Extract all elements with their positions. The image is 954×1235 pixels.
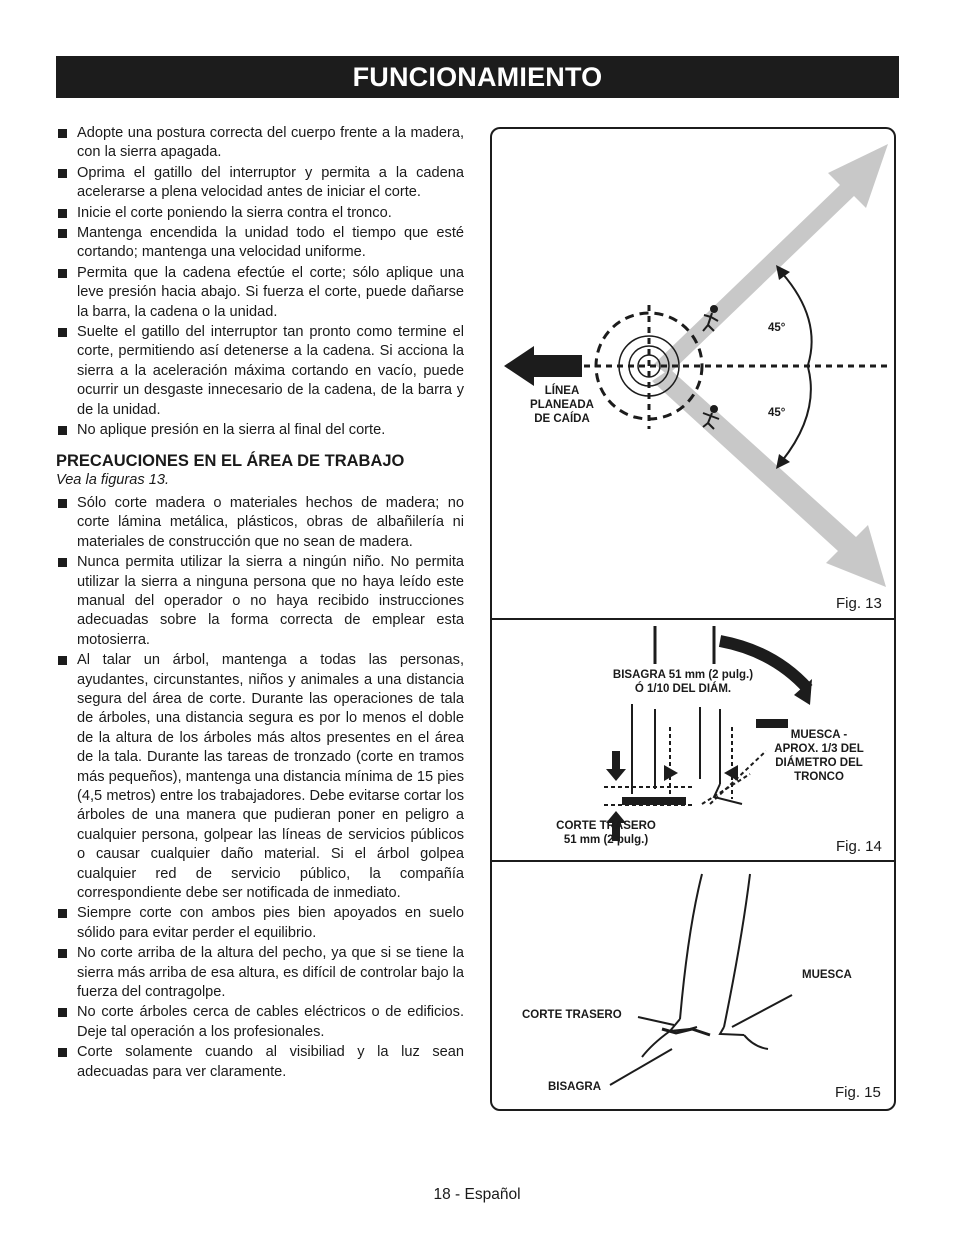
notch-label-fig15: MUESCA [802, 969, 852, 981]
fall-line-label-line: DE CAÍDA [534, 413, 590, 425]
fall-line-label [517, 384, 607, 426]
section-banner [56, 56, 899, 98]
list-item: No aplique presión en la sierra al final del corte. [56, 421, 464, 440]
fig15-caption: Fig. 15 [835, 1084, 881, 1101]
list-item: No corte arriba de la altura del pecho, ya que si se tiene la sierra más arriba de esa altura, es difícil de controlar bajo la fuerza del contragolpe. [56, 944, 464, 1002]
precautions-list [56, 494, 464, 1082]
list-item: Nunca permita utilizar la sierra a ningún niño. No permita utilizar la sierra a ninguna persona que no haya leído este manual del operador o no haya recibido instrucciones adecuadas sobre la forma correcta de emplear esta motosierra. [56, 553, 464, 650]
back-cut-label-line: 51 mm (2 pulg.) [563, 834, 649, 846]
hinge-label-line: BISAGRA 51 mm (2 pulg.) [612, 669, 754, 681]
operation-list [56, 124, 464, 441]
fig13-caption: Fig. 13 [836, 595, 882, 612]
figures-illustration [492, 129, 896, 1111]
back-cut-label-line: CORTE TRASERO [556, 820, 656, 832]
list-item: Sólo corte madera o materiales hechos de madera; no corte lámina metálica, plásticos, obras de albañilería ni materiales de construcción que no sean de madera. [56, 494, 464, 552]
notch-label [764, 728, 874, 784]
page-title: FUNCIONAMIENTO [352, 62, 603, 92]
hinge-label-fig15: BISAGRA [548, 1081, 602, 1093]
notch-label-line: APROX. 1/3 DEL [774, 743, 864, 755]
list-item: Siempre corte con ambos pies bien apoyados en suelo sólido para evitar perder el equilibrio. [56, 904, 464, 943]
angle-label-bottom: 45° [768, 407, 786, 419]
fall-line-label-line: LÍNEA [544, 385, 580, 397]
list-item: Mantenga encendida la unidad todo el tiempo que esté cortando; mantenga una velocidad uniforme. [56, 224, 464, 263]
fig15-diagram [610, 874, 792, 1085]
fig13-diagram [504, 144, 892, 587]
list-item: Inicie el corte poniendo la sierra contra el tronco. [56, 204, 464, 223]
notch-label-line: DIÁMETRO DEL [775, 757, 863, 769]
notch-label-line: TRONCO [794, 771, 844, 783]
back-cut-label [546, 819, 666, 847]
list-item: No corte árboles cerca de cables eléctricos o de edificios. Deje tal operación a los profesionales. [56, 1003, 464, 1042]
list-item: Corte solamente cuando al visibiliad y la luz sean adecuadas para ver claramente. [56, 1043, 464, 1082]
back-cut-label-fig15: CORTE TRASERO [522, 1009, 622, 1021]
list-item: Oprima el gatillo del interruptor y permita a la cadena acelerarse a plena velocidad antes de iniciar el corte. [56, 164, 464, 203]
figure-reference: Vea la figuras 13. [56, 471, 170, 488]
list-item: Al talar un árbol, mantenga a todas las personas, ayudantes, circunstantes, niños y animales a una distancia segura del área de corte. Durante las operaciones de tala de árboles, una distancia segura es por lo menos el doble de la altura de los árboles más altos presentes en el área de la tala. Durante las tareas de tronzado (corte en tramos más pequeños), mantenga una distancia mínima de 15 pies (4,5 metros) entre los trabajadores. Debe evitarse cortar los árboles de una manera que pudieran poner en peligro a cualquier persona, golpear las líneas de servicios públicos o causar cualquier daño material. Si el árbol golpea cualquier red de servicio público, la compañía correspondiente debe ser notificada de inmediato. [56, 651, 464, 903]
notch-label-line: MUESCA - [790, 729, 848, 741]
fig14-caption: Fig. 14 [836, 838, 882, 855]
fall-line-label-line: PLANEADA [530, 399, 594, 411]
hinge-label-line: Ó 1/10 DEL DIÁM. [634, 683, 732, 695]
text-column [56, 124, 464, 1083]
list-item: Permita que la cadena efectúe el corte; sólo aplique una leve presión hacia abajo. Si fuerza el corte, puede dañarse la barra, la cadena o la unidad. [56, 264, 464, 322]
angle-label-top: 45° [768, 322, 786, 334]
hinge-label [588, 668, 778, 696]
section-heading: PRECAUCIONES EN EL ÁREA DE TRABAJO [56, 451, 405, 470]
list-item: Suelte el gatillo del interruptor tan pronto como termine el corte, permitiendo así detenerse a la cadena. Si acciona la sierra a la aceleración máxima cortando en vacío, puede ocurrir un desgaste innecesario de la cadena, de la barra y de la unidad. [56, 323, 464, 420]
figures-panel [490, 127, 896, 1111]
page-footer: 18 - Español [433, 1186, 521, 1203]
list-item: Adopte una postura correcta del cuerpo frente a la madera, con la sierra apagada. [56, 124, 464, 163]
